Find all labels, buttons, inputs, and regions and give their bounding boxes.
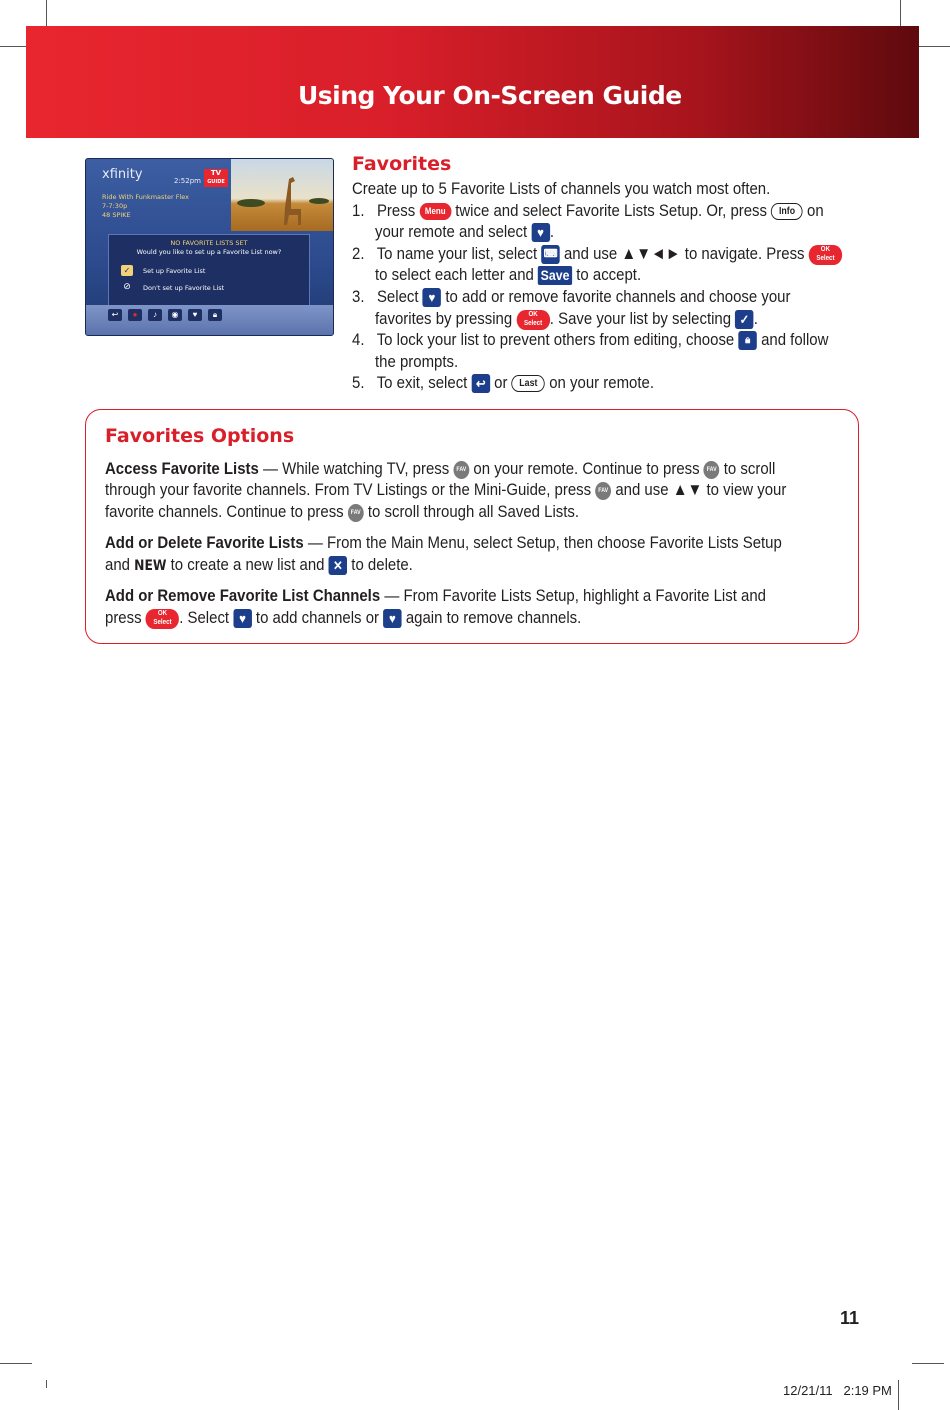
print-timestamp: 12/21/11 2:19 PM	[783, 1383, 892, 1398]
option-text: . Select	[179, 608, 230, 627]
step-3	[352, 286, 790, 308]
step-text: to accept.	[576, 265, 642, 284]
option-setup[interactable]: Set up Favorite List	[143, 267, 206, 275]
step-text: to add or remove favorite channels and choose your	[445, 287, 791, 306]
giraffe-icon	[231, 159, 333, 231]
step-text: .	[549, 222, 554, 241]
step-text: . Save your list by selecting	[549, 309, 732, 328]
step-text: favorites by pressing	[375, 309, 513, 328]
option-skip[interactable]: Don't set up Favorite List	[143, 284, 225, 292]
favorites-intro: Create up to 5 Favorite Lists of channels you watch most often.	[352, 179, 771, 198]
header-banner	[26, 26, 919, 138]
option-text: press	[105, 608, 142, 627]
checkmark-icon: ✓	[735, 310, 753, 329]
crop-mark	[46, 1380, 47, 1388]
step-2	[352, 243, 842, 265]
step-number: 3.	[352, 287, 365, 306]
access-lists-line1	[105, 458, 775, 480]
step-text: on your remote.	[549, 373, 655, 392]
step-number: 2.	[352, 244, 365, 263]
option-text: and	[105, 555, 130, 574]
ok-label: OK	[820, 245, 831, 253]
step-text: to select each letter and	[375, 265, 534, 284]
step-text: twice and select Favorite Lists Setup. Or, press	[455, 201, 768, 220]
dialog-question: Would you like to set up a Favorite List now?	[136, 248, 282, 256]
add-remove-line2	[105, 607, 581, 629]
fav-button-icon: FAV	[453, 461, 469, 479]
crop-mark	[0, 1363, 32, 1364]
arrow-keys: ▲▼◄►	[621, 244, 681, 263]
step-4	[352, 329, 828, 351]
back-icon: ↩	[472, 374, 490, 393]
option-text: again to remove channels.	[405, 608, 582, 627]
ok-select-button-icon	[516, 310, 549, 330]
add-delete-line2	[105, 554, 413, 578]
crop-mark	[918, 46, 950, 47]
crop-mark	[912, 1363, 944, 1364]
step-number: 4.	[352, 330, 365, 349]
step-text: and use	[563, 244, 618, 263]
fav-button-icon: FAV	[704, 461, 720, 479]
step-number: 1.	[352, 201, 365, 220]
badge-line: GUIDE	[207, 179, 225, 185]
eye-icon: ◉	[168, 309, 182, 321]
option-text: on your remote. Continue to press	[473, 459, 700, 478]
xfinity-logo: xfinity	[102, 167, 143, 182]
menu-button-icon: Menu	[419, 203, 451, 220]
option-text: to add channels or	[255, 608, 380, 627]
favorites-heading: Favorites	[352, 153, 452, 175]
option-text: to create a new list and	[170, 555, 325, 574]
music-icon: ♪	[148, 309, 162, 321]
add-delete-line1	[105, 532, 782, 554]
favorites-options-heading: Favorites Options	[105, 425, 295, 447]
ok-label: OK	[528, 310, 538, 318]
heart-icon: ♥	[531, 223, 549, 242]
new-label: NEW	[134, 558, 167, 574]
checkmark-icon: ✓	[121, 265, 133, 276]
option-text: — From Favorite Lists Setup, highlight a Favorite List and	[380, 586, 766, 605]
back-icon: ↩	[108, 309, 122, 321]
step-text: on	[807, 201, 824, 220]
clock-readout: 2:52pm	[174, 177, 201, 185]
step-5	[352, 372, 654, 394]
option-text: favorite channels. Continue to press	[105, 502, 344, 521]
option-text: to view your	[706, 480, 787, 499]
step-text: Press	[376, 201, 416, 220]
heart-icon: ♥	[383, 609, 401, 628]
giraffe-photo	[231, 159, 333, 231]
step-text: or	[494, 373, 508, 392]
select-label: Select	[524, 319, 543, 327]
ok-select-button-icon	[146, 609, 179, 629]
ok-label: OK	[157, 609, 168, 617]
step-3-cont	[375, 308, 758, 330]
dialog-title: NO FAVORITE LISTS SET	[170, 239, 248, 247]
guide-screenshot	[85, 158, 334, 336]
step-1-cont	[375, 221, 554, 243]
program-time: 7-7:30p	[102, 202, 128, 210]
access-lists-heading: Access Favorite Lists	[105, 459, 259, 478]
step-text: To exit, select	[376, 373, 468, 392]
step-text: and follow	[761, 330, 829, 349]
program-info	[102, 193, 189, 220]
step-text: your remote and select	[375, 222, 528, 241]
select-label: Select	[816, 254, 835, 262]
no-entry-icon: ⊘	[123, 282, 131, 292]
lock-icon: 🔒︎	[738, 331, 756, 350]
option-text: to scroll through all Saved Lists.	[367, 502, 580, 521]
step-text: to navigate. Press	[684, 244, 805, 263]
step-2-cont	[375, 264, 641, 286]
fav-button-icon: FAV	[348, 504, 364, 522]
save-button-icon: Save	[538, 266, 572, 285]
step-4-cont: the prompts.	[375, 352, 459, 371]
add-delete-heading: Add or Delete Favorite Lists	[105, 533, 304, 552]
step-1	[352, 200, 824, 222]
page-title: Using Your On-Screen Guide	[298, 81, 682, 110]
option-text: and use	[615, 480, 669, 499]
access-lists-line3	[105, 501, 579, 523]
record-icon: ●	[128, 309, 142, 321]
option-text: through your favorite channels. From TV Listings or the Mini-Guide, press	[105, 480, 592, 499]
arrow-keys: ▲▼	[672, 480, 703, 499]
crop-mark	[898, 1380, 899, 1410]
step-text: To name your list, select	[376, 244, 538, 263]
option-text: — From the Main Menu, select Setup, then choose Favorite Lists Setup	[303, 533, 782, 552]
option-text: to delete.	[351, 555, 413, 574]
access-lists-line2	[105, 479, 786, 501]
page-number: 11	[840, 1308, 860, 1328]
lock-icon: 🔒︎	[208, 309, 222, 321]
ok-select-button-icon	[809, 245, 842, 265]
option-text: to scroll	[723, 459, 776, 478]
delete-x-icon: ✕	[329, 556, 347, 575]
add-remove-heading: Add or Remove Favorite List Channels	[105, 586, 381, 605]
program-channel: 48 SPIKE	[102, 211, 131, 219]
step-text: .	[753, 309, 758, 328]
no-favorites-dialog	[108, 234, 310, 310]
fav-button-icon: FAV	[595, 482, 611, 500]
info-button-icon: Info	[771, 203, 803, 220]
step-number: 5.	[352, 373, 365, 392]
badge-line: TV	[210, 169, 222, 177]
heart-icon: ♥	[188, 309, 202, 321]
option-text: — While watching TV, press	[258, 459, 450, 478]
tv-guide-badge	[204, 169, 228, 187]
step-text: To lock your list to prevent others from editing, choose	[376, 330, 735, 349]
step-text: Select	[376, 287, 419, 306]
program-title: Ride With Funkmaster Flex	[102, 193, 189, 201]
keyboard-icon: ⌨︎	[541, 245, 559, 264]
last-button-icon: Last	[512, 375, 545, 392]
heart-icon: ♥	[423, 288, 441, 307]
add-remove-line1	[105, 585, 766, 607]
select-label: Select	[153, 618, 172, 626]
heart-icon: ♥	[233, 609, 251, 628]
